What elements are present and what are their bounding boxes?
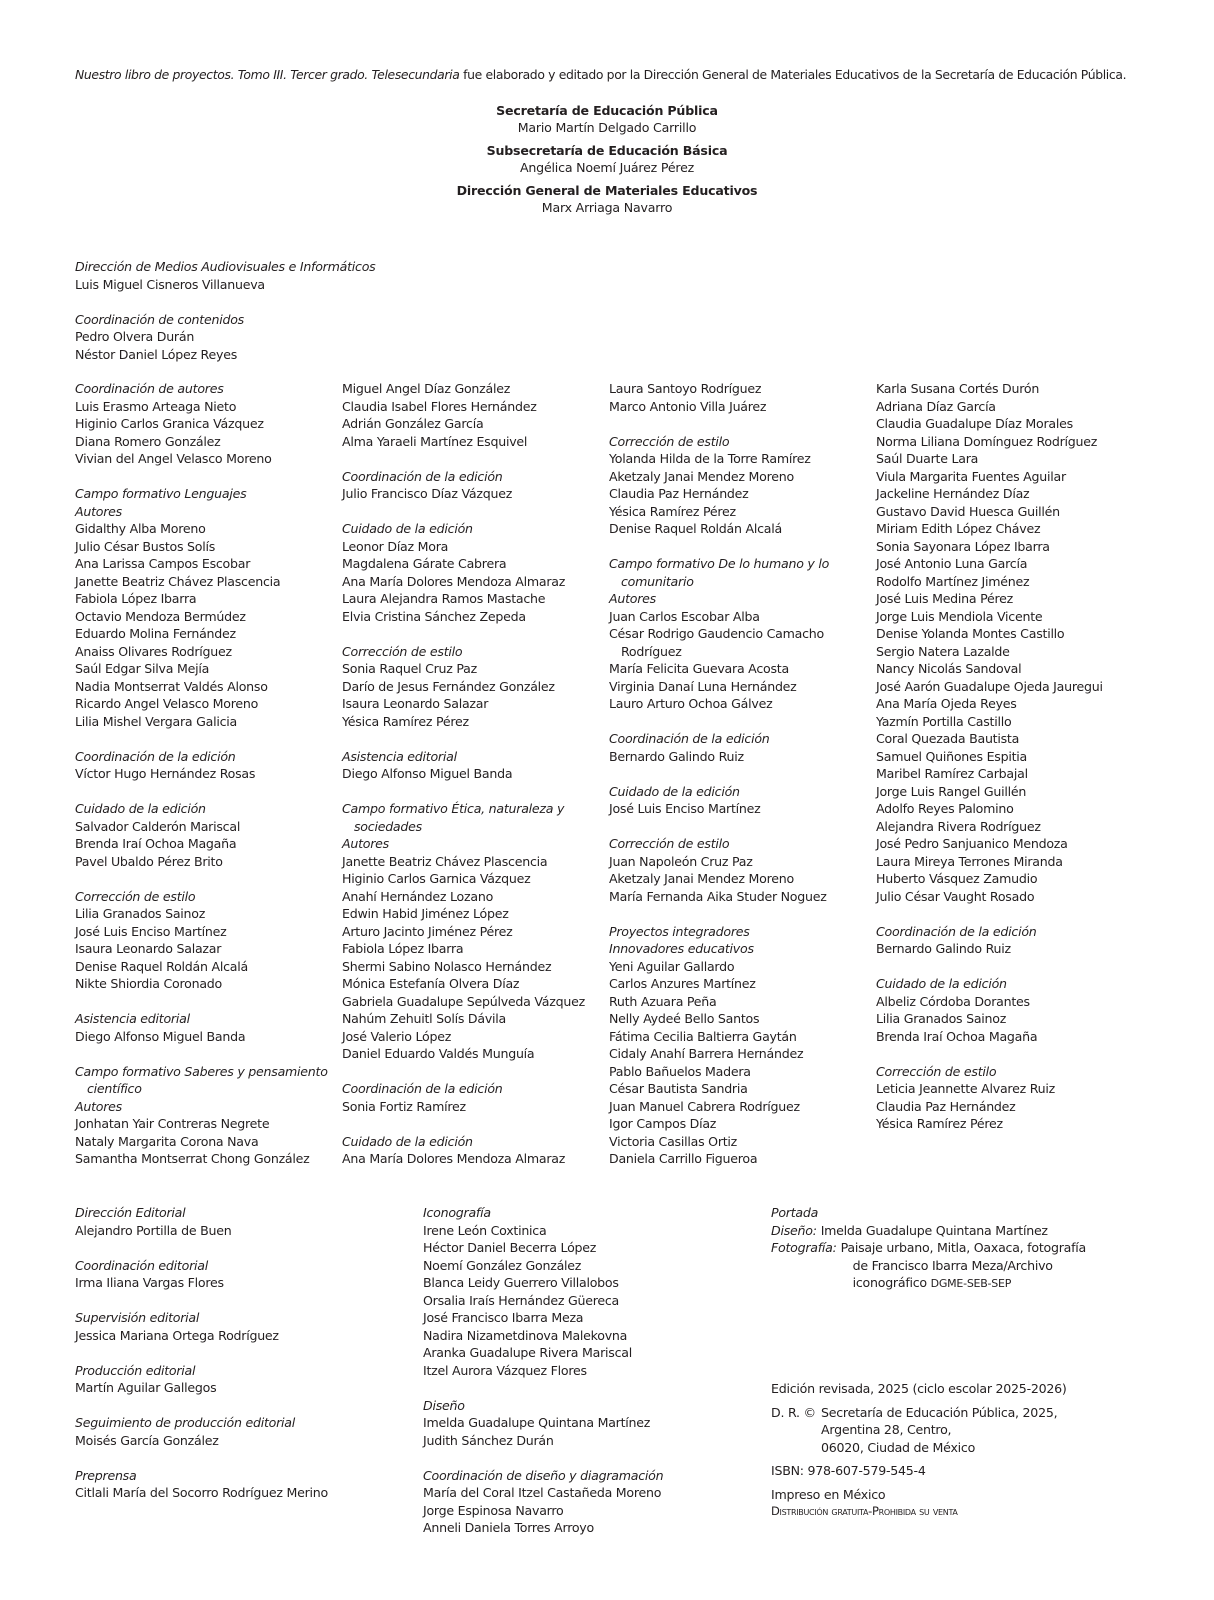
credit-section — [876, 975, 1103, 1045]
credit-section — [609, 433, 829, 538]
credit-section — [609, 555, 829, 713]
person-name: José Luis Enciso Martínez — [609, 801, 761, 816]
credit-section — [609, 783, 829, 818]
person-name: Samuel Quiñones Espitia — [876, 748, 1028, 764]
credit-section — [75, 1414, 328, 1449]
isbn: ISBN: 978-607-579-545-4 — [771, 1463, 926, 1478]
person-name: Ruth Azuara Peña — [609, 993, 717, 1009]
institution-head: Angélica Noemí Juárez Pérez — [519, 160, 695, 175]
person-name: César Bautista Sandria — [609, 1081, 748, 1096]
person-name: Saúl Duarte Lara — [876, 451, 979, 466]
person-name: Claudia Isabel Flores Hernández — [342, 398, 537, 414]
role-label: Iconografía — [423, 1205, 491, 1220]
person-name: Pedro Olvera Durán — [75, 329, 195, 344]
person-name: Lilia Granados Sainoz — [75, 906, 206, 921]
person-name: José Luis Enciso Martínez — [75, 923, 227, 939]
design-key: Diseño: — [771, 1222, 817, 1238]
person-name: Orsalia Iraís Hernández Güereca — [423, 1292, 620, 1308]
photo-archive: DGME-SEB-SEP — [930, 1277, 1012, 1290]
person-name: Victoria Casillas Ortiz — [609, 1133, 738, 1149]
person-name: Pablo Bañuelos Madera — [609, 1063, 751, 1079]
copyright-line: Secretaría de Educación Pública, 2025, — [821, 1404, 1058, 1420]
institution-title: Subsecretaría de Educación Básica — [486, 143, 728, 158]
person-name: José Francisco Ibarra Meza — [423, 1310, 584, 1325]
person-name: Sonia Fortiz Ramírez — [342, 1098, 466, 1114]
copyright-line: 06020, Ciudad de México — [821, 1439, 976, 1455]
person-name: Ana María Dolores Mendoza Almaraz — [342, 1151, 566, 1166]
credit-section — [75, 311, 375, 364]
person-name: Elvia Cristina Sánchez Zepeda — [342, 608, 526, 624]
design-credits — [423, 1204, 663, 1554]
credit-section — [75, 258, 375, 293]
person-name: Norma Liliana Domínguez Rodríguez — [876, 433, 1098, 449]
person-name: Gabriela Guadalupe Sepúlveda Vázquez — [342, 993, 585, 1009]
person-name: Jorge Luis Mendiola Vicente — [876, 608, 1043, 624]
role-label: Producción editorial — [75, 1362, 196, 1378]
institution-title: Secretaría de Educación Pública — [496, 103, 718, 118]
role-label: Coordinación editorial — [75, 1257, 208, 1273]
credit-section — [342, 643, 585, 731]
person-name: Diana Romero González — [75, 433, 221, 449]
person-name: Miriam Edith López Chávez — [876, 521, 1041, 536]
person-name: Laura Alejandra Ramos Mastache — [342, 591, 546, 606]
credit-section — [75, 748, 328, 783]
credit-section — [342, 520, 585, 625]
cover-and-edition-info — [771, 1204, 1086, 1521]
person-name: Juan Napoleón Cruz Paz — [609, 853, 753, 869]
person-name: Adriana Díaz García — [876, 398, 996, 414]
photo-line: iconográfico — [852, 1275, 927, 1290]
role-label: Coordinación de la edición — [876, 923, 1037, 939]
person-name: Julio César Bustos Solís — [75, 538, 216, 554]
person-name: Leonor Díaz Mora — [342, 538, 449, 554]
person-name: Irene León Coxtinica — [423, 1222, 547, 1238]
top-credits — [75, 258, 375, 381]
role-label: Corrección de estilo — [609, 836, 730, 851]
person-name: Brenda Iraí Ochoa Magaña — [876, 1028, 1038, 1044]
role-label: Corrección de estilo — [876, 1063, 997, 1079]
portada-section — [771, 1204, 1086, 1293]
person-name: Vivian del Angel Velasco Moreno — [75, 451, 272, 466]
credit-section — [876, 923, 1103, 958]
person-name: Samantha Montserrat Chong González — [75, 1151, 310, 1166]
person-name: Juan Carlos Escobar Alba — [609, 608, 760, 624]
person-name: María del Coral Itzel Castañeda Moreno — [423, 1485, 662, 1500]
person-name: José Valerio López — [342, 1028, 452, 1044]
intro-text: fue elaborado y editado por la Dirección General de Materiales Educativos de la Secretaría de Educación Pública. — [459, 67, 1127, 82]
person-name: Anaiss Olivares Rodríguez — [75, 643, 232, 659]
person-name: Salvador Calderón Mariscal — [75, 818, 241, 834]
person-name: Isaura Leonardo Salazar — [342, 696, 489, 711]
role-label: Coordinación de contenidos — [75, 311, 244, 327]
credit-section — [423, 1467, 663, 1537]
institution-head: Marx Arriaga Navarro — [541, 200, 673, 215]
role-label: Proyectos integradores — [609, 923, 750, 939]
role-label: Cuidado de la edición — [342, 521, 473, 536]
person-name: Carlos Anzures Martínez — [609, 976, 756, 991]
person-name: Noemí González González — [423, 1257, 582, 1273]
role-label: Corrección de estilo — [342, 643, 463, 659]
person-name: Jorge Luis Rangel Guillén — [876, 783, 1027, 799]
person-name: Irma Iliana Vargas Flores — [75, 1275, 224, 1290]
person-name: Luis Miguel Cisneros Villanueva — [75, 276, 265, 292]
person-name: Lilia Mishel Vergara Galicia — [75, 713, 237, 729]
credit-section — [342, 748, 585, 783]
person-name: Nataly Margarita Corona Nava — [75, 1133, 259, 1149]
institution-header — [0, 102, 1214, 222]
person-name: Nelly Aydeé Bello Santos — [609, 1011, 760, 1026]
person-name: Lilia Granados Sainoz — [876, 1011, 1007, 1026]
role-label: comunitario — [621, 573, 694, 589]
person-name: Laura Mireya Terrones Miranda — [876, 853, 1063, 869]
person-name: Julio Francisco Díaz Vázquez — [342, 486, 513, 501]
person-name: Lauro Arturo Ochoa Gálvez — [609, 696, 773, 711]
person-name: Jonhatan Yair Contreras Negrete — [75, 1116, 270, 1131]
credits-column-3 — [609, 380, 829, 1185]
person-name: Moisés García González — [75, 1432, 219, 1448]
institution-title: Dirección General de Materiales Educativos — [456, 183, 758, 198]
person-name: Itzel Aurora Vázquez Flores — [423, 1362, 587, 1378]
person-name: Huberto Vásquez Zamudio — [876, 871, 1038, 886]
credit-section — [75, 485, 328, 730]
credit-section — [423, 1397, 663, 1450]
book-title: Nuestro libro de proyectos. Tomo III. Tercer grado. Telesecundaria — [75, 67, 460, 82]
person-name: Brenda Iraí Ochoa Magaña — [75, 836, 237, 851]
person-name: Alma Yaraeli Martínez Esquivel — [342, 433, 528, 449]
portada-label: Portada — [771, 1205, 819, 1220]
credit-section — [75, 1362, 328, 1397]
person-name: Daniel Eduardo Valdés Munguía — [342, 1046, 535, 1061]
person-name: Ana María Dolores Mendoza Almaraz — [342, 573, 566, 589]
credit-section — [75, 1010, 328, 1045]
role-label: científico — [87, 1081, 142, 1096]
person-name: Sonia Sayonara López Ibarra — [876, 538, 1050, 554]
person-name: Albeliz Córdoba Dorantes — [876, 993, 1030, 1009]
person-name: Ricardo Angel Velasco Moreno — [75, 696, 259, 711]
role-label: Campo formativo De lo humano y lo — [609, 556, 830, 571]
credit-section — [609, 835, 829, 905]
role-label: Coordinación de la edición — [75, 748, 236, 764]
person-name: Yazmín Portilla Castillo — [876, 713, 1012, 729]
role-label: Coordinación de diseño y diagramación — [423, 1467, 664, 1483]
person-name: Nadira Nizametdinova Malekovna — [423, 1327, 628, 1343]
person-name: Yésica Ramírez Pérez — [609, 503, 736, 519]
person-name: Daniela Carrillo Figueroa — [609, 1151, 758, 1166]
role-label: Seguimiento de producción editorial — [75, 1415, 296, 1430]
person-name: Víctor Hugo Hernández Rosas — [75, 766, 256, 781]
person-name: Virginia Danaí Luna Hernández — [609, 678, 797, 694]
role-label: Cuidado de la edición — [342, 1133, 473, 1149]
role-label: Campo formativo Saberes y pensamiento — [75, 1063, 328, 1079]
person-name: Isaura Leonardo Salazar — [75, 941, 222, 956]
photo-line: de Francisco Ibarra Meza/Archivo — [852, 1257, 1053, 1273]
person-name: Sonia Raquel Cruz Paz — [342, 661, 477, 676]
person-name: Viula Margarita Fuentes Aguilar — [876, 468, 1066, 484]
role-label: sociedades — [354, 818, 422, 834]
person-name: José Pedro Sanjuanico Mendoza — [876, 836, 1068, 851]
credit-section — [342, 380, 585, 450]
role-label: Coordinación de la edición — [342, 1081, 503, 1096]
person-name: Yésica Ramírez Pérez — [342, 713, 469, 729]
person-name: Octavio Mendoza Bermúdez — [75, 608, 246, 624]
credits-intro — [75, 67, 1195, 82]
person-name: Laura Santoyo Rodríguez — [609, 381, 762, 396]
person-name: Saúl Edgar Silva Mejía — [75, 661, 210, 676]
person-name: José Luis Medina Pérez — [876, 591, 1014, 606]
role-label: Supervisión editorial — [75, 1310, 200, 1325]
person-name: Imelda Guadalupe Quintana Martínez — [423, 1415, 651, 1430]
person-name: Sergio Natera Lazalde — [876, 643, 1010, 659]
person-name: Anahí Hernández Lozano — [342, 888, 494, 904]
person-name: Nahúm Zehuitl Solís Dávila — [342, 1011, 506, 1026]
person-name: Karla Susana Cortés Durón — [876, 381, 1040, 396]
role-label: Cuidado de la edición — [609, 783, 740, 799]
person-name: Aketzaly Janai Mendez Moreno — [609, 871, 794, 886]
person-name: Martín Aguilar Gallegos — [75, 1380, 217, 1395]
photo-line: Paisaje urbano, Mitla, Oaxaca, fotografía — [840, 1240, 1087, 1255]
person-name: Citlali María del Socorro Rodríguez Merino — [75, 1485, 328, 1500]
edition-revised: Edición revisada, 2025 (ciclo escolar 2025-2026) — [771, 1381, 1067, 1396]
credit-section — [75, 800, 328, 870]
person-name: Claudia Paz Hernández — [876, 1098, 1016, 1114]
person-name: Anneli Daniela Torres Arroyo — [423, 1520, 594, 1535]
role-label: Corrección de estilo — [609, 433, 730, 449]
person-name: Yésica Ramírez Pérez — [876, 1116, 1003, 1131]
credit-section — [609, 730, 829, 765]
person-name: Cidaly Anahí Barrera Hernández — [609, 1046, 804, 1061]
person-name: Gustavo David Huesca Guillén — [876, 503, 1060, 519]
person-name: Fabiola López Ibarra — [75, 591, 197, 606]
person-name: Gidalthy Alba Moreno — [75, 521, 206, 536]
design-value: Imelda Guadalupe Quintana Martínez — [820, 1222, 1048, 1238]
person-name: Claudia Paz Hernández — [609, 486, 749, 501]
person-name: Miguel Angel Díaz González — [342, 381, 511, 396]
person-name: Pavel Ubaldo Pérez Brito — [75, 853, 223, 869]
role-label: Coordinación de la edición — [342, 468, 503, 484]
person-name: Jessica Mariana Ortega Rodríguez — [75, 1327, 279, 1343]
person-name: Denise Yolanda Montes Castillo — [876, 626, 1065, 641]
institution-head: Mario Martín Delgado Carrillo — [517, 120, 697, 135]
role-label: Asistencia editorial — [75, 1011, 190, 1026]
person-name: Adrián González García — [342, 416, 484, 431]
credit-section — [75, 888, 328, 993]
person-name: María Felicita Guevara Acosta — [609, 661, 789, 676]
person-name: Arturo Jacinto Jiménez Pérez — [342, 923, 513, 939]
credit-section — [75, 380, 328, 468]
person-name: Edwin Habid Jiménez López — [342, 906, 509, 921]
printed-in: Impreso en México — [771, 1486, 886, 1502]
person-name: Rodolfo Martínez Jiménez — [876, 573, 1030, 589]
person-name: Mónica Estefanía Olvera Díaz — [342, 976, 520, 991]
credit-section — [75, 1309, 328, 1344]
person-name: Eduardo Molina Fernández — [75, 626, 236, 641]
credit-section — [609, 923, 829, 1168]
person-name: Ana María Ojeda Reyes — [876, 696, 1017, 711]
person-name: Aranka Guadalupe Rivera Mariscal — [423, 1345, 632, 1360]
person-name: Nancy Nicolás Sandoval — [876, 661, 1022, 676]
person-name: Juan Manuel Cabrera Rodríguez — [609, 1098, 800, 1114]
credit-section — [75, 1467, 328, 1502]
role-label: Coordinación de la edición — [609, 731, 770, 746]
role-sublabel: Autores — [75, 503, 122, 519]
credit-section — [423, 1204, 663, 1379]
person-name: Igor Campos Díaz — [609, 1116, 717, 1131]
person-name: Rodríguez — [621, 643, 682, 659]
person-name: Fabiola López Ibarra — [342, 941, 464, 956]
person-name: Janette Beatriz Chávez Plascencia — [75, 573, 281, 589]
copyright-line: Argentina 28, Centro, — [821, 1422, 952, 1437]
role-label: Preprensa — [75, 1467, 137, 1483]
role-sublabel: Autores — [609, 591, 656, 606]
distribution-notice: Distribución gratuita-Prohibida su venta — [771, 1504, 958, 1518]
role-label: Campo formativo Ética, naturaleza y — [342, 801, 565, 816]
person-name: Ana Larissa Campos Escobar — [75, 556, 251, 571]
person-name: Magdalena Gárate Cabrera — [342, 556, 507, 571]
credit-section — [876, 380, 1103, 905]
copyright-key: D. R. © — [771, 1404, 816, 1420]
credit-section — [75, 1257, 328, 1292]
person-name: Denise Raquel Roldán Alcalá — [609, 521, 782, 536]
credit-section — [342, 800, 585, 1063]
person-name: Bernardo Galindo Ruiz — [609, 748, 744, 764]
person-name: Marco Antonio Villa Juárez — [609, 398, 767, 414]
person-name: Judith Sánchez Durán — [423, 1432, 554, 1448]
person-name: Luis Erasmo Arteaga Nieto — [75, 398, 237, 414]
person-name: Adolfo Reyes Palomino — [876, 801, 1014, 816]
credit-section — [342, 468, 585, 503]
person-name: Higinio Carlos Garnica Vázquez — [342, 871, 531, 886]
person-name: Darío de Jesus Fernández González — [342, 678, 555, 694]
person-name: Julio César Vaught Rosado — [876, 888, 1035, 904]
role-label: Dirección de Medios Audiovisuales e Informáticos — [75, 259, 376, 274]
credit-section — [342, 1080, 585, 1115]
person-name: Bernardo Galindo Ruiz — [876, 941, 1011, 956]
credits-column-4 — [876, 380, 1103, 1150]
person-name: Nikte Shiordia Coronado — [75, 976, 223, 991]
person-name: Claudia Guadalupe Díaz Morales — [876, 416, 1073, 431]
role-label: Cuidado de la edición — [876, 976, 1007, 991]
person-name: Coral Quezada Bautista — [876, 731, 1020, 746]
person-name: José Antonio Luna García — [876, 556, 1028, 571]
person-name: Blanca Leidy Guerrero Villalobos — [423, 1275, 619, 1290]
person-name: Alejandro Portilla de Buen — [75, 1222, 232, 1238]
credit-section — [609, 380, 829, 415]
person-name: Denise Raquel Roldán Alcalá — [75, 958, 248, 974]
person-name: Jackeline Hernández Díaz — [876, 486, 1030, 501]
role-label: Cuidado de la edición — [75, 801, 206, 816]
person-name: Shermi Sabino Nolasco Hernández — [342, 958, 552, 974]
person-name: Yeni Aguilar Gallardo — [609, 958, 735, 974]
role-sublabel: Autores — [342, 836, 389, 851]
person-name: José Aarón Guadalupe Ojeda Jauregui — [876, 678, 1103, 694]
person-name: Néstor Daniel López Reyes — [75, 346, 238, 362]
person-name: Janette Beatriz Chávez Plascencia — [342, 853, 548, 869]
person-name: Higinio Carlos Granica Vázquez — [75, 416, 264, 431]
person-name: Diego Alfonso Miguel Banda — [342, 766, 513, 781]
role-sublabel: Autores — [75, 1098, 122, 1114]
role-label: Coordinación de autores — [75, 381, 224, 396]
person-name: Nadia Montserrat Valdés Alonso — [75, 678, 268, 694]
credits-column-1 — [75, 380, 328, 1185]
person-name: Jorge Espinosa Navarro — [423, 1502, 564, 1518]
editorial-credits — [75, 1204, 328, 1519]
person-name: Leticia Jeannette Alvarez Ruiz — [876, 1081, 1055, 1096]
role-label: Asistencia editorial — [342, 748, 457, 764]
person-name: Aketzaly Janai Mendez Moreno — [609, 468, 794, 484]
person-name: Alejandra Rivera Rodríguez — [876, 818, 1041, 834]
person-name: Fátima Cecilia Baltierra Gaytán — [609, 1028, 797, 1044]
credit-section — [75, 1204, 328, 1239]
person-name: Yolanda Hilda de la Torre Ramírez — [609, 451, 811, 466]
role-label: Corrección de estilo — [75, 888, 196, 904]
person-name: Diego Alfonso Miguel Banda — [75, 1028, 246, 1044]
photo-key: Fotografía: — [771, 1240, 837, 1255]
role-label: Dirección Editorial — [75, 1205, 186, 1220]
credit-section — [342, 1133, 585, 1168]
credit-section — [876, 1063, 1103, 1133]
person-name: Maribel Ramírez Carbajal — [876, 766, 1028, 781]
role-label: Campo formativo Lenguajes — [75, 486, 247, 501]
person-name: Héctor Daniel Becerra López — [423, 1240, 597, 1255]
person-name: César Rodrigo Gaudencio Camacho — [609, 626, 824, 641]
credit-section — [75, 1063, 328, 1168]
role-label: Diseño — [423, 1397, 465, 1413]
role-sublabel: Innovadores educativos — [609, 941, 754, 956]
person-name: María Fernanda Aika Studer Noguez — [609, 888, 827, 904]
credits-column-2 — [342, 380, 585, 1185]
